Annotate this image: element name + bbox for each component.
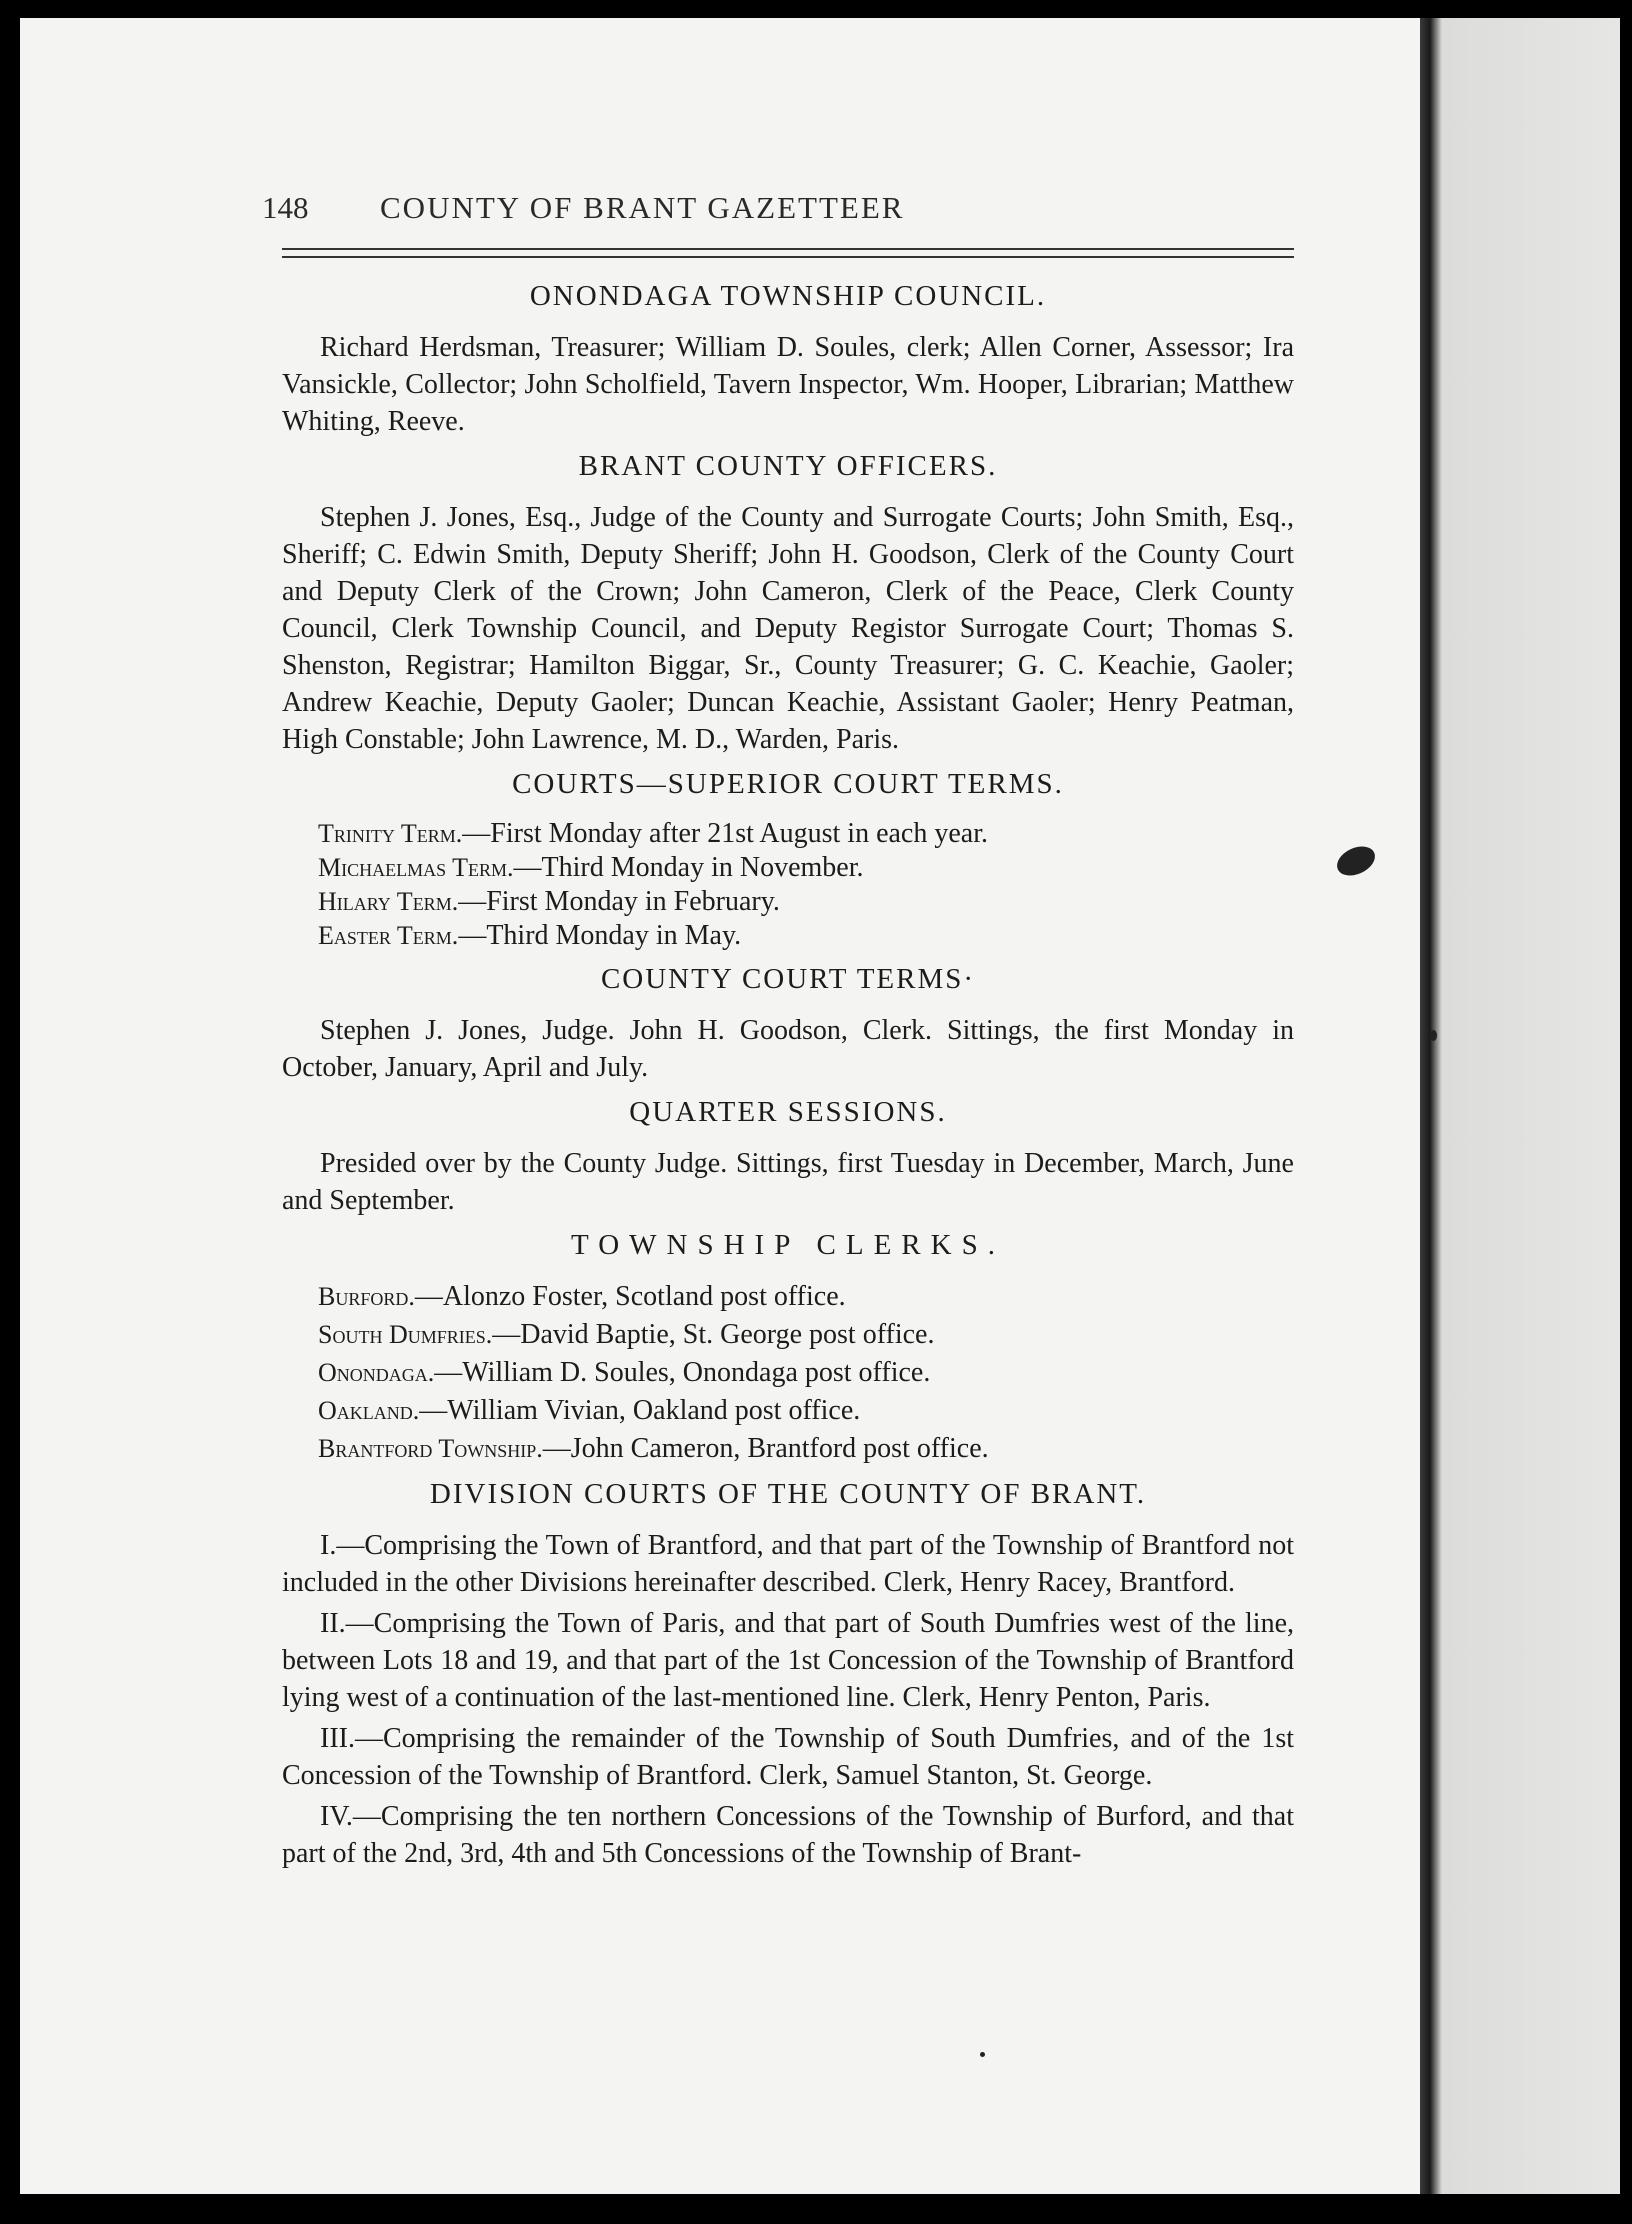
term-text: —Third Monday in May. bbox=[458, 920, 742, 951]
section-title: COUNTY COURT TERMS· bbox=[600, 963, 976, 995]
section-title: ONONDAGA TOWNSHIP COUNCIL. bbox=[529, 280, 1047, 312]
section-onondaga-council bbox=[282, 278, 1294, 440]
term-item bbox=[318, 919, 1294, 953]
clerk-item bbox=[318, 1430, 1294, 1468]
header-rule-top bbox=[282, 248, 1294, 250]
term-name: Easter Term. bbox=[318, 921, 459, 950]
paragraph: IV.—Comprising the ten northern Concessions of the Township of Burford, and that part of the 2nd, 3rd, 4th and 5th Concessions of the Township of Brant- bbox=[282, 1801, 1294, 1869]
term-text: —First Monday in February. bbox=[458, 886, 780, 917]
facing-page-edge bbox=[1420, 18, 1620, 2194]
paragraph: Stephen J. Jones, Esq., Judge of the County and Surrogate Courts; John Smith, Esq., Sheriff; C. Edwin Smith, Deputy Sheriff; John H. Goodson, Clerk of the County Court and Deputy Clerk of the Crown; John Cameron, Clerk of the Peace, Clerk County Council, Clerk Township Council, and Deputy Registor Surrogate Court; Thomas S. Shenston, Registrar; Hamilton Biggar, Sr., County Treasurer; G. C. Keachie, Gaoler; Andrew Keachie, Deputy Gaoler; Duncan Keachie, Assistant Gaoler; Henry Peatman, High Constable; John Lawrence, M. D., Warden, Paris. bbox=[282, 502, 1294, 755]
section-title: BRANT COUNTY OFFICERS. bbox=[578, 450, 998, 482]
paragraph: Presided over by the County Judge. Sittings, first Tuesday in December, March, June and September. bbox=[282, 1148, 1294, 1216]
ink-speck bbox=[980, 2052, 985, 2057]
term-name: Trinity Term. bbox=[318, 819, 463, 848]
section-title: DIVISION COURTS OF THE COUNTY OF BRANT. bbox=[429, 1478, 1147, 1510]
section-title: TOWNSHIP CLERKS. bbox=[571, 1229, 1005, 1261]
section-township-clerks bbox=[282, 1227, 1294, 1468]
township-name: Oakland. bbox=[318, 1396, 420, 1425]
paragraph: Stephen J. Jones, Judge. John H. Goodson, Clerk. Sittings, the first Monday in October, January, April and July. bbox=[282, 1015, 1294, 1083]
clerk-text: —David Baptie, St. George post office. bbox=[492, 1319, 935, 1350]
clerk-item bbox=[318, 1354, 1294, 1392]
township-name: Onondaga. bbox=[318, 1358, 435, 1387]
township-name: South Dumfries. bbox=[318, 1320, 493, 1349]
paragraph: III.—Comprising the remainder of the Township of South Dumfries, and of the 1st Concession of the Township of Brantford. Clerk, Samuel Stanton, St. George. bbox=[282, 1723, 1294, 1791]
term-item bbox=[318, 851, 1294, 885]
paragraph: II.—Comprising the Town of Paris, and that part of South Dumfries west of the line, between Lots 18 and 19, and that part of the 1st Concession of the Township of Brantford lying west of a continuation of the last-mentioned line. Clerk, Henry Penton, Paris. bbox=[282, 1608, 1294, 1713]
clerk-text: —John Cameron, Brantford post office. bbox=[542, 1433, 989, 1464]
term-name: Hilary Term. bbox=[318, 887, 459, 916]
section-county-court-terms bbox=[282, 961, 1294, 1086]
clerk-item bbox=[318, 1316, 1294, 1354]
running-title: COUNTY OF BRANT GAZETTEER bbox=[380, 190, 905, 225]
paragraph: Richard Herdsman, Treasurer; William D. Soules, clerk; Allen Corner, Assessor; Ira Vansickle, Collector; John Scholfield, Tavern Inspector, Wm. Hooper, Librarian; Matthew Whiting, Reeve. bbox=[282, 332, 1294, 437]
township-name: Brantford Township. bbox=[318, 1434, 543, 1463]
section-title: COURTS—SUPERIOR COURT TERMS. bbox=[512, 768, 1064, 800]
term-item bbox=[318, 817, 1294, 851]
clerk-list bbox=[282, 1278, 1294, 1468]
clerk-item bbox=[318, 1278, 1294, 1316]
term-list bbox=[282, 817, 1294, 953]
term-text: —Third Monday in November. bbox=[513, 852, 864, 883]
section-brant-county-officers bbox=[282, 448, 1294, 758]
term-text: —First Monday after 21st August in each year. bbox=[462, 818, 988, 849]
paragraph: I.—Comprising the Town of Brantford, and that part of the Township of Brantford not included in the other Divisions hereinafter described. Clerk, Henry Racey, Brantford. bbox=[282, 1530, 1294, 1598]
clerk-item bbox=[318, 1392, 1294, 1430]
running-head bbox=[262, 190, 1162, 234]
clerk-text: —William D. Soules, Onondaga post office. bbox=[434, 1357, 931, 1388]
page-body bbox=[282, 270, 1294, 1876]
ink-speck bbox=[1430, 1030, 1437, 1041]
term-name: Michaelmas Term. bbox=[318, 853, 514, 882]
term-item bbox=[318, 885, 1294, 919]
page-number: 148 bbox=[262, 190, 309, 225]
clerk-text: —Alonzo Foster, Scotland post office. bbox=[414, 1281, 846, 1312]
section-quarter-sessions bbox=[282, 1094, 1294, 1219]
header-rule-bottom bbox=[282, 256, 1294, 258]
section-division-courts bbox=[282, 1476, 1294, 1872]
section-superior-court-terms bbox=[282, 766, 1294, 953]
section-title: QUARTER SESSIONS. bbox=[629, 1096, 947, 1128]
clerk-text: —William Vivian, Oakland post office. bbox=[419, 1395, 861, 1426]
township-name: Burford. bbox=[318, 1282, 415, 1311]
